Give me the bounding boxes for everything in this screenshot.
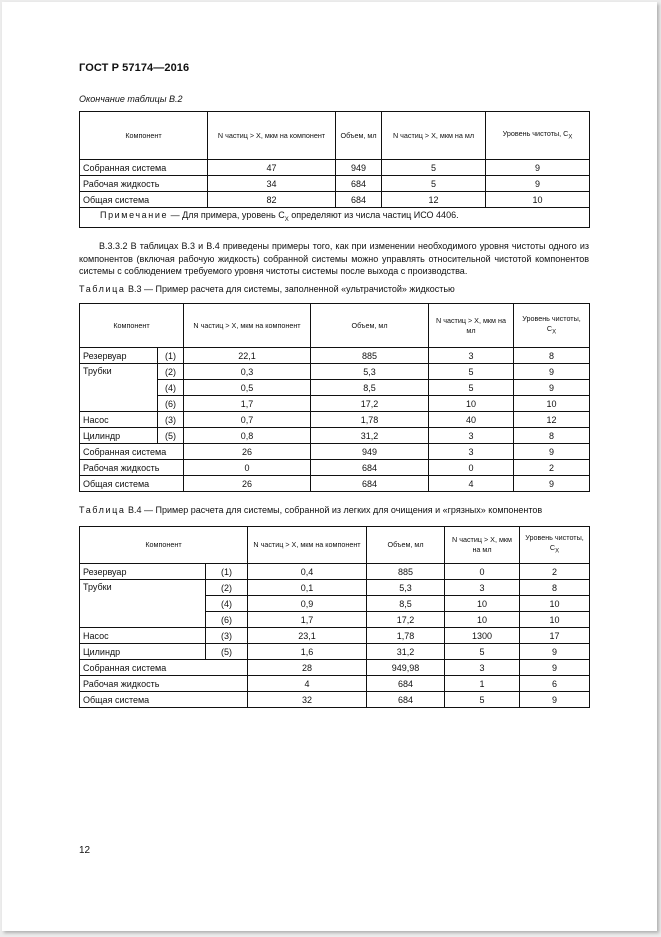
table-4 — [79, 526, 590, 708]
table-2 — [79, 111, 590, 228]
table-header-row — [80, 112, 590, 160]
header-cell: Уровень чистоты, $C_X$ — [486, 112, 590, 160]
header-cell: N частиц > X, мкм на мл — [445, 527, 520, 564]
table-row: Цилиндр (5) 1,6 31,2 5 9 — [80, 644, 590, 660]
table-row: Общая система 82 684 12 10 — [80, 192, 590, 208]
document-header: ГОСТ Р 57174—2016 — [79, 62, 190, 74]
header-cell: N частиц > X, мкм на компонент — [248, 527, 367, 564]
table-header-row — [80, 304, 590, 348]
document-page — [2, 2, 657, 931]
header-cell: Компонент — [80, 527, 248, 564]
header-cell: Компонент — [80, 112, 208, 160]
body-paragraph: В.3.3.2 В таблицах В.3 и В.4 приведены примеры того, как при изменении необходимого уровня чистоты одного из компонентов (включая рабочую жидкость) собранной системы можно управлять относительной чистотой компонентов системы с соблюдением требуемого уровня чистоты системы после выхода с производства. — [79, 241, 589, 276]
header-cell: Объем, мл — [367, 527, 445, 564]
table-3 — [79, 303, 590, 492]
table-row: Резервуар (1) 22,1 885 3 8 — [80, 348, 590, 364]
table-header-row — [80, 527, 590, 564]
table-summary-row: Рабочая жидкость 4 684 1 6 — [80, 676, 590, 692]
table-summary-row: Рабочая жидкость 0 684 0 2 — [80, 460, 590, 476]
table-row: (6) 1,7 17,2 10 10 — [80, 612, 590, 628]
page-number: 12 — [79, 845, 91, 856]
table-note: Примечание — Для примера, уровень $C_X$ определяют из числа частиц ИСО 4406. — [80, 208, 590, 228]
table-3-caption: Таблица В.3 — Пример расчета для системы, заполненной «ультрачистой» жидкостью — [79, 284, 455, 294]
table-row: (4) 0,5 8,5 5 9 — [80, 380, 590, 396]
table-summary-row: Общая система 26 684 4 9 — [80, 476, 590, 492]
table-row: Трубки (2) 0,1 5,3 3 8 — [80, 580, 590, 596]
header-cell: Уровень чистоты, $C_X$ — [520, 527, 590, 564]
header-cell: Компонент — [80, 304, 184, 348]
table-note-row — [80, 208, 590, 228]
table-row: Цилиндр (5) 0,8 31,2 3 8 — [80, 428, 590, 444]
table-row: Собранная система 47 949 5 9 — [80, 160, 590, 176]
table-4-caption: Таблица В.4 — Пример расчета для системы, собранной из легких для очищения и «грязных» компонентов — [79, 505, 543, 515]
header-cell: Объем, мл — [336, 112, 382, 160]
table-2-caption: Окончание таблицы В.2 — [79, 94, 183, 104]
table-row: (6) 1,7 17,2 10 10 — [80, 396, 590, 412]
header-cell: N частиц > X, мкм на мл — [382, 112, 486, 160]
table-row: Рабочая жидкость 34 684 5 9 — [80, 176, 590, 192]
header-cell: N частиц > X, мкм на мл — [429, 304, 514, 348]
table-row: Трубки (2) 0,3 5,3 5 9 — [80, 364, 590, 380]
header-cell: Объем, мл — [311, 304, 429, 348]
table-row: Насос (3) 0,7 1,78 40 12 — [80, 412, 590, 428]
table-summary-row: Общая система 32 684 5 9 — [80, 692, 590, 708]
header-cell: Уровень чистоты, $C_X$ — [514, 304, 590, 348]
table-row: Насос (3) 23,1 1,78 1300 17 — [80, 628, 590, 644]
header-cell: N частиц > X, мкм на компонент — [208, 112, 336, 160]
table-summary-row: Собранная система 28 949,98 3 9 — [80, 660, 590, 676]
header-cell: N частиц > X, мкм на компонент — [184, 304, 311, 348]
table-row: (4) 0,9 8,5 10 10 — [80, 596, 590, 612]
table-row: Резервуар (1) 0,4 885 0 2 — [80, 564, 590, 580]
table-summary-row: Собранная система 26 949 3 9 — [80, 444, 590, 460]
